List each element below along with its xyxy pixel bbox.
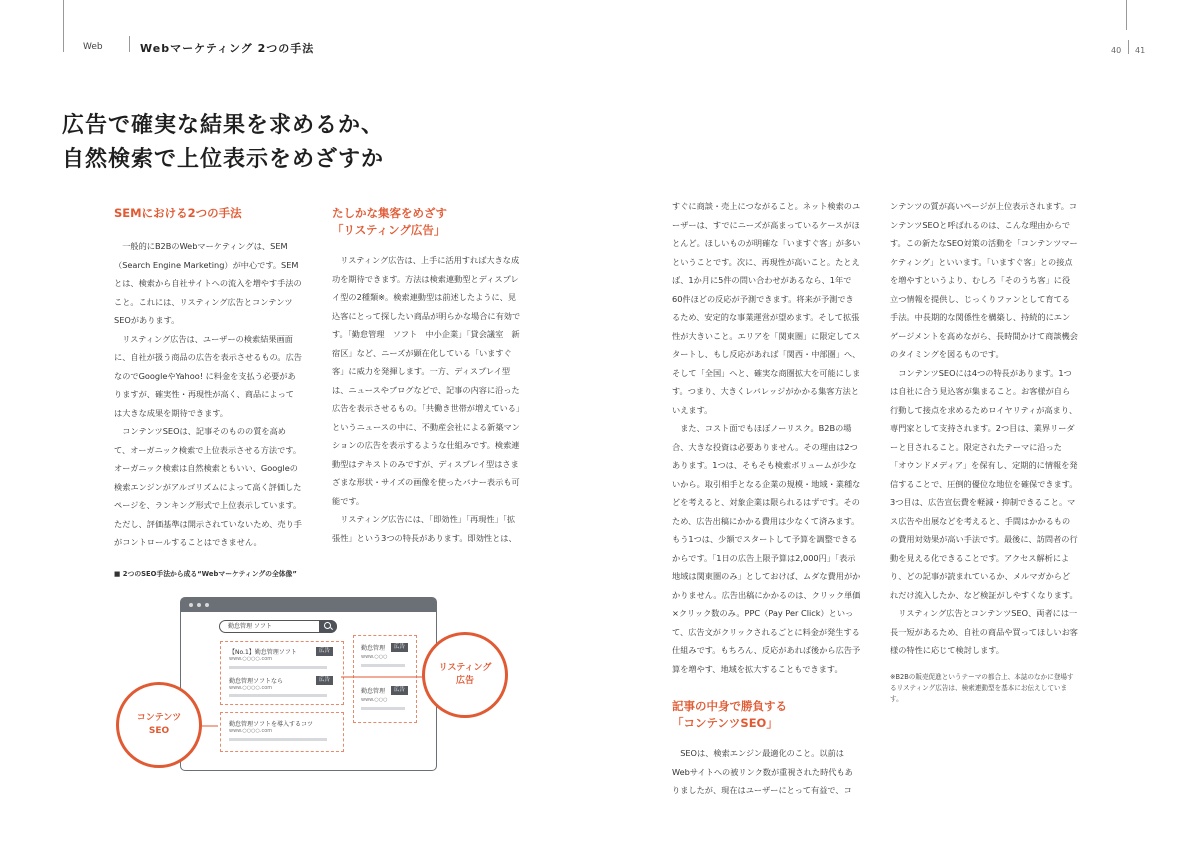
section-heading-content-seo	[672, 698, 861, 732]
paragraph: SEOは、検索エンジン最適化のこと。以前はWebサイトへの被リンク数が重視された時代もありましたが、現在はユーザーにとって有益で、コ	[672, 748, 853, 795]
side-ad-url: www.○○○	[361, 697, 388, 703]
result-title[interactable]: 【No.1】勤怠管理ソフト	[229, 649, 297, 656]
heading-line-2: 「コンテンツSEO」	[672, 716, 778, 730]
result-title[interactable]: 勤怠管理ソフトなら	[229, 678, 284, 685]
side-ad-title[interactable]: 勤怠管理	[361, 688, 386, 695]
column-3-body	[672, 197, 861, 678]
side-ad-url: www.○○○	[361, 654, 388, 660]
footnote: ※B2Bの販売促進というテーマの都合上、本誌のなかに登場するリスティング広告は、検索連動型を基本にお伝えしています。	[890, 672, 1074, 703]
result-url: www.○○○○.com	[229, 656, 273, 662]
page-number-left: 40	[1111, 46, 1122, 55]
ad-badge: 広告	[316, 647, 333, 656]
heading-line-1: 記事の中身で勝負する	[672, 699, 787, 713]
header-section: Web	[83, 42, 103, 52]
paragraph: すぐに商談・売上につながること。ネット検索のユーザーは、すでにニーズが高まっているケースがほとんど。ほしいものが明確な「いますぐ客」が多いということです。次に、再現性が高いこと。たとえば、1か月に5件の問い合わせがあるなら、1年で60件ほどの反応が予測できます。将来が予測できるため、安定的な事業運営が望めます。そして拡張性が大きいこと。エリアを「関東圏」に限定してスタートし、もし反応があれば「関西・中部圏」へ、そして「全国」へと、確実な商圏拡大を可能にします。つまり、大きくレバレッジがかかる集客方法といえます。	[672, 201, 861, 415]
column-4-body	[890, 197, 1078, 660]
side-ad-title[interactable]: 勤怠管理	[361, 645, 386, 652]
paragraph: リスティング広告とコンテンツSEO、両者には一長一短があるため、自社の商品や買ってほしいお客様の特性に応じて検討します。	[890, 608, 1078, 655]
listing-ad-circle: リスティング 広告	[422, 632, 508, 718]
heading-line-1: たしかな集客をめざす	[332, 206, 447, 220]
section-heading-sem: SEMにおける2つの手法	[114, 206, 242, 220]
page-number-right: 41	[1135, 46, 1146, 55]
column-3	[672, 197, 861, 800]
paragraph: リスティング広告は、上手に活用すれば大きな成功を期待できます。方法は検索連動型とディスプレイ型の2種類※。検索連動型は前述したように、見込客にとって探したい商品が明らかな場合に有効です。「勤怠管理 ソフト 中小企業」「貸会議室 新宿区」など、ニーズが顕在化している「いますぐ客」に威力を発揮します。一方、ディスプレイ型は、ニュースやブログなどで、記事の内容に沿った広告を表示させるもの。「共働き世帯が増えている」というニュースの中に、不動産会社による新築マンションの広告を表示するような仕組みです。検索連動型はテキストのみですが、ディスプレイ型はさまざまな形状・サイズの画像を使ったバナー表示も可能です。	[332, 255, 521, 506]
result-url: www.○○○○.com	[229, 685, 273, 691]
headline-line-1: 広告で確実な結果を求めるか、	[62, 113, 385, 138]
figure-caption: ■ 2つのSEO手法から成る“Webマーケティングの全体像”	[114, 570, 297, 578]
paragraph: リスティング広告には、「即効性」「再現性」「拡張性」という3つの特長があります。即効性とは、	[332, 514, 517, 543]
result-title[interactable]: 勤怠管理ソフトを導入するコツ	[229, 721, 314, 728]
headline-line-2: 自然検索で上位表示をめざすか	[62, 147, 385, 172]
search-query: 勤怠管理 ソフト	[228, 623, 272, 630]
header-title: Webマーケティング 2つの手法	[140, 42, 315, 55]
paragraph: コンテンツSEOには4つの特長があります。1つは自社に合う見込客が集まること。お客様が自ら行動して接点を求めるためロイヤリティが高まり、専門家として支持されます。2つ目は、業界リーダーと目されること。限定されたテーマに沿った「オウンドメディア」を保有し、定期的に情報を発信することで、圧倒的優位な地位を確保できます。3つ目は、広告宣伝費を軽減・抑制できること。マス広告や出展などを考えると、手間はかかるものの費用対効果が高い手法です。最後に、訪問者の行動を見える化できることです。アクセス解析により、どの記事が読まれているか、メルマガからどれだけ流入したか、など検証がしやすくなります。	[890, 367, 1078, 600]
paragraph: リスティング広告は、ユーザーの検索結果画面に、自社が扱う商品の広告を表示させるもの。広告なのでGoogleやYahoo! に料金を支払う必要がありますが、確実性・再現性が高く、商品によっては大きな成果を期待できます。	[114, 333, 302, 418]
paragraph: ンテンツの質が高いページが上位表示されます。コンテンツSEOと呼ばれるのは、こんな理由からです。この新たなSEO対策の活動を「コンテンツマーケティング」といいます。「いますぐ客」との接点を増やすというより、むしろ「そのうち客」に役立つ情報を提供し、じっくりファンとして育てる手法。中長期的な関係性を構築し、持続的にエンゲージメントを高めながら、長時間かけて商談機会のタイミングを図るものです。	[890, 201, 1078, 359]
column-3-body-2	[672, 744, 861, 800]
paragraph: 一般的にB2BのWebマーケティングは、SEM（Search Engine Marketing）が中心です。SEMとは、検索から自社サイトへの流入を増やす手法のこと。これには、リスティング広告とコンテンツSEOがあります。	[114, 241, 302, 325]
heading-line-2: 「リスティング広告」	[332, 223, 446, 237]
paragraph: また、コスト面でもほぼノーリスク。B2Bの場合、大きな投資は必要ありません。その理由は2つあります。1つは、そもそも検索ボリュームが少ないから。取引相手となる企業の規模・地域・業種などを考えると、対象企業は限られるはずです。そのため、広告出稿にかかる費用は少なくて済みます。もう1つは、少額でスタートして予算を調整できるからです。「1日の広告上限予算は2,000円」「表示地域は関東圏のみ」としておけば、ムダな費用がかかりません。広告出稿にかかるのは、クリック単価×クリック数のみ。PPC（Pay Per Click）といって、広告文がクリックされるごとに料金が発生する仕組みです。もちろん、反応があれば後から広告予算を増やす、地域を拡大することもできます。	[672, 423, 861, 674]
ad-badge: 広告	[316, 676, 333, 685]
ad-badge: 広告	[391, 686, 408, 695]
ad-badge: 広告	[391, 643, 408, 652]
column-4	[890, 197, 1078, 705]
paragraph: コンテンツSEOは、記事そのものの質を高めて、オーガニック検索で上位表示させる方法です。オーガニック検索は自然検索ともいい、Googleの検索エンジンがアルゴリズムによって高く評価したページを、ランキング形式で上位表示しています。ただし、評価基準は開示されていないため、売り手がコントロールすることはできません。	[114, 426, 302, 547]
result-url: www.○○○○.com	[229, 728, 273, 734]
content-seo-circle: コンテンツ SEO	[116, 682, 202, 768]
